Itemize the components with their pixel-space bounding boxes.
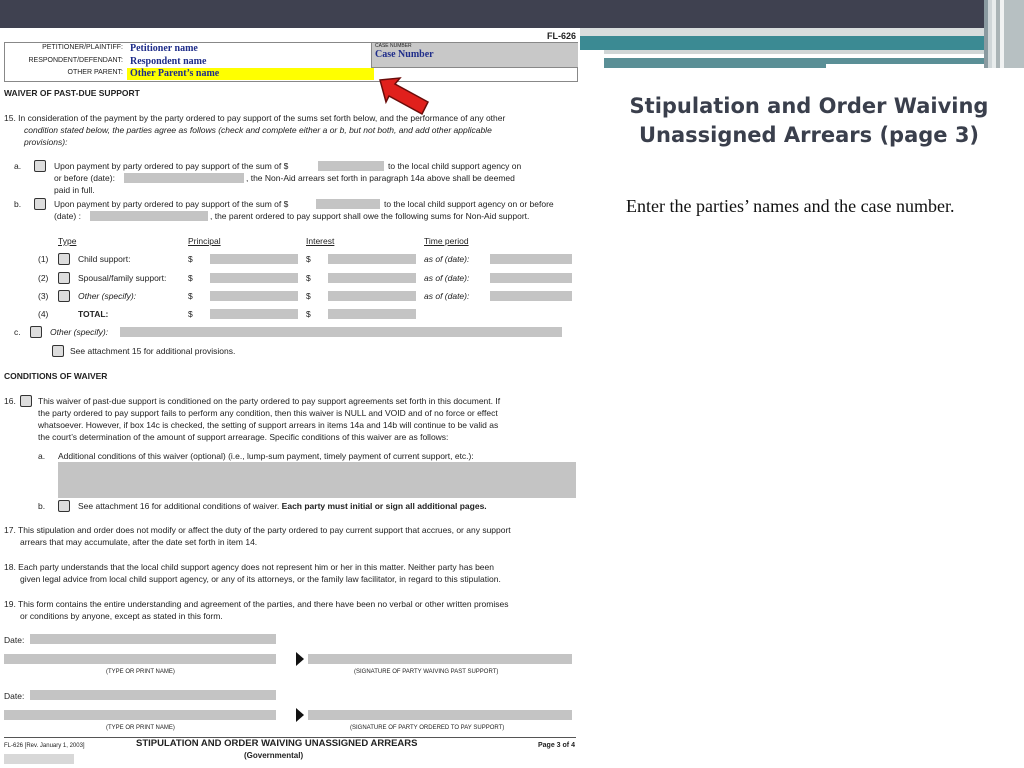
publisher-logo bbox=[4, 754, 74, 764]
row-1-dollar-1: $ bbox=[188, 254, 193, 264]
row-4-dollar-1: $ bbox=[188, 309, 193, 319]
other-parent-label: OTHER PARENT: bbox=[67, 69, 123, 76]
checkbox-row-3[interactable] bbox=[58, 290, 70, 302]
field-total-principal[interactable] bbox=[210, 309, 298, 319]
item-18-line-2: given legal advice from local child support agency, or any of its attorneys, or the family law facilitator, in regard to this stipulation. bbox=[20, 574, 501, 584]
item-16b-mark: b. bbox=[38, 501, 46, 511]
item-a-line-2-pre: or before (date): bbox=[54, 173, 115, 183]
item-b-mark: b. bbox=[14, 199, 22, 209]
row-3-num: (3) bbox=[38, 291, 49, 301]
case-number-label: CASE NUMBER bbox=[375, 43, 412, 49]
checkbox-15a[interactable] bbox=[34, 160, 46, 172]
type-print-label-1: (TYPE OR PRINT NAME) bbox=[106, 669, 175, 675]
field-total-interest[interactable] bbox=[328, 309, 416, 319]
item-15-line-2: condition stated below, the parties agree as follows (check and complete either a or b, but not both, and add other applicable bbox=[24, 125, 492, 135]
footer-revision: FL-626 [Rev. January 1, 2003] bbox=[4, 743, 85, 749]
row-1-as-of: as of (date): bbox=[424, 254, 470, 264]
checkbox-16b[interactable] bbox=[58, 500, 70, 512]
field-16a-conditions[interactable] bbox=[58, 462, 576, 498]
item-16b-plain: See attachment 16 for additional conditions of waiver. bbox=[78, 501, 280, 511]
row-1-dollar-2: $ bbox=[306, 254, 311, 264]
field-15a-date[interactable] bbox=[124, 173, 244, 183]
section-conditions-heading: CONDITIONS OF WAIVER bbox=[4, 371, 108, 381]
checkbox-15c[interactable] bbox=[30, 326, 42, 338]
top-bar-stripes bbox=[984, 0, 1024, 68]
field-row-3-date[interactable] bbox=[490, 291, 572, 301]
field-date-2[interactable] bbox=[30, 690, 276, 700]
form-number: FL-626 bbox=[546, 31, 576, 41]
footer-title: STIPULATION AND ORDER WAIVING UNASSIGNED ARREARS bbox=[136, 738, 418, 749]
row-2-label: Spousal/family support: bbox=[78, 273, 167, 283]
item-a-line-1-pre: Upon payment by party ordered to pay support of the sum of $ bbox=[54, 161, 289, 171]
row-3-label: Other (specify): bbox=[78, 291, 137, 301]
slide-body-text: Enter the parties’ names and the case number. bbox=[626, 196, 955, 216]
date-label-2: Date: bbox=[4, 691, 25, 701]
item-16-line-1: This waiver of past-due support is conditioned on the party ordered to pay support agreements set forth in this document. If bbox=[38, 396, 501, 406]
type-print-label-2: (TYPE OR PRINT NAME) bbox=[106, 725, 175, 731]
section-waiver-heading: WAIVER OF PAST-DUE SUPPORT bbox=[4, 88, 140, 98]
slide-title: Stipulation and Order Waiving Unassigned Arrears (page 3) bbox=[629, 94, 989, 147]
item-b-line-1-pre: Upon payment by party ordered to pay support of the sum of $ bbox=[54, 199, 289, 209]
item-b-line-2-pre: (date) : bbox=[54, 211, 81, 221]
col-principal-header: Principal bbox=[188, 236, 221, 246]
checkbox-row-2[interactable] bbox=[58, 272, 70, 284]
field-15c-other[interactable] bbox=[120, 327, 562, 337]
field-row-1-interest[interactable] bbox=[328, 254, 416, 264]
field-row-2-principal[interactable] bbox=[210, 273, 298, 283]
item-a-line-1-post: to the local child support agency on bbox=[388, 161, 522, 171]
item-16-line-3: whatsoever. However, if box 14c is checked, the setting of support arrears in items 14a and 14b will continue to be valid as bbox=[38, 420, 499, 430]
item-c-label: Other (specify): bbox=[50, 327, 109, 337]
row-3-dollar-2: $ bbox=[306, 291, 311, 301]
date-label-1: Date: bbox=[4, 635, 25, 645]
row-2-dollar-1: $ bbox=[188, 273, 193, 283]
item-a-mark: a. bbox=[14, 161, 22, 171]
row-1-label: Child support: bbox=[78, 254, 131, 264]
signature-label-2: (SIGNATURE OF PARTY ORDERED TO PAY SUPPORT) bbox=[350, 725, 505, 731]
decor-band-1 bbox=[580, 28, 984, 36]
checkbox-attach-15[interactable] bbox=[52, 345, 64, 357]
row-2-dollar-2: $ bbox=[306, 273, 311, 283]
field-15b-date[interactable] bbox=[90, 211, 208, 221]
respondent-label: RESPONDENT/DEFENDANT: bbox=[28, 57, 123, 64]
field-row-2-date[interactable] bbox=[490, 273, 572, 283]
field-date-1[interactable] bbox=[30, 634, 276, 644]
other-parent-value: Other Parent’s name bbox=[127, 68, 374, 80]
item-16-line-4: the court’s determination of the amount of support arrearage. Specific conditions of this waiver are as follows: bbox=[38, 432, 449, 442]
item-a-line-3: paid in full. bbox=[54, 185, 95, 195]
field-signature-2[interactable] bbox=[308, 710, 572, 720]
field-name-1[interactable] bbox=[4, 654, 276, 664]
item-19-line-1: 19. This form contains the entire understanding and agreement of the parties, and there have been no verbal or other written promises bbox=[4, 599, 509, 609]
col-period-header: Time period bbox=[424, 236, 469, 246]
footer-page: Page 3 of 4 bbox=[538, 742, 575, 749]
field-row-3-principal[interactable] bbox=[210, 291, 298, 301]
row-2-num: (2) bbox=[38, 273, 49, 283]
footer-subtitle: (Governmental) bbox=[244, 751, 304, 760]
item-b-line-2-post: , the parent ordered to pay support shall owe the following sums for Non-Aid support. bbox=[210, 211, 530, 221]
item-15-line-3: provisions): bbox=[24, 137, 68, 147]
sign-arrow-icon-1 bbox=[296, 652, 304, 666]
item-16-line-2: the party ordered to pay support fails to perform any condition, then this waiver is NULL and VOID and of no force or effect bbox=[38, 408, 498, 418]
form-page-image bbox=[0, 28, 580, 768]
item-16b-text bbox=[78, 500, 487, 512]
field-row-1-principal[interactable] bbox=[210, 254, 298, 264]
petitioner-label: PETITIONER/PLAINTIFF: bbox=[42, 44, 123, 51]
col-type-header: Type bbox=[58, 236, 77, 246]
item-15-line-1: 15. In consideration of the payment by the party ordered to pay support of the sums set forth below, and the performance of any other bbox=[4, 113, 506, 123]
item-c-mark: c. bbox=[14, 327, 21, 337]
item-19-line-2: or conditions by anyone, except as stated in this form. bbox=[20, 611, 223, 621]
sign-arrow-icon-2 bbox=[296, 708, 304, 722]
col-interest-header: Interest bbox=[306, 236, 335, 246]
checkbox-row-1[interactable] bbox=[58, 253, 70, 265]
petitioner-value: Petitioner name bbox=[130, 43, 198, 54]
field-row-3-interest[interactable] bbox=[328, 291, 416, 301]
top-bar bbox=[0, 0, 1024, 28]
case-number-value: Case Number bbox=[375, 49, 434, 60]
field-row-2-interest[interactable] bbox=[328, 273, 416, 283]
field-15a-amount[interactable] bbox=[318, 161, 384, 171]
item-a-line-2-post: , the Non-Aid arrears set forth in paragraph 14a above shall be deemed bbox=[246, 173, 515, 183]
attach-15-text: See attachment 15 for additional provisions. bbox=[70, 346, 236, 356]
row-3-dollar-1: $ bbox=[188, 291, 193, 301]
decor-band-2 bbox=[580, 36, 984, 50]
field-signature-1[interactable] bbox=[308, 654, 572, 664]
signature-label-1: (SIGNATURE OF PARTY WAIVING PAST SUPPORT) bbox=[354, 669, 499, 675]
decor-band-5 bbox=[826, 64, 984, 70]
item-18-line-1: 18. Each party understands that the local child support agency does not represent him or her in this matter. Neither party has been bbox=[4, 562, 494, 572]
item-16-mark: 16. bbox=[4, 396, 16, 406]
respondent-value: Respondent name bbox=[130, 56, 207, 67]
item-b-line-1-post: to the local child support agency on or before bbox=[384, 199, 554, 209]
row-1-num: (1) bbox=[38, 254, 49, 264]
decor-band-3 bbox=[604, 50, 984, 54]
row-4-label: TOTAL: bbox=[78, 309, 109, 319]
item-17-line-2: arrears that may accumulate, after the date set forth in item 14. bbox=[20, 537, 258, 547]
checkbox-15b[interactable] bbox=[34, 198, 46, 210]
red-arrow-icon bbox=[378, 76, 430, 116]
item-16b-bold: Each party must initial or sign all additional pages. bbox=[281, 501, 487, 511]
form-caption-box bbox=[4, 42, 578, 82]
row-2-as-of: as of (date): bbox=[424, 273, 470, 283]
row-4-dollar-2: $ bbox=[306, 309, 311, 319]
checkbox-16[interactable] bbox=[20, 395, 32, 407]
item-17-line-1: 17. This stipulation and order does not modify or affect the duty of the party ordered to pay current support that accrues, or any support bbox=[4, 525, 511, 535]
item-16a-text: Additional conditions of this waiver (optional) (i.e., lump-sum payment, timely payment of current support, etc.): bbox=[58, 451, 474, 461]
item-16a-mark: a. bbox=[38, 451, 46, 461]
row-3-as-of: as of (date): bbox=[424, 291, 470, 301]
field-15b-amount[interactable] bbox=[316, 199, 380, 209]
row-4-num: (4) bbox=[38, 309, 49, 319]
case-number-box bbox=[371, 43, 578, 68]
field-name-2[interactable] bbox=[4, 710, 276, 720]
field-row-1-date[interactable] bbox=[490, 254, 572, 264]
